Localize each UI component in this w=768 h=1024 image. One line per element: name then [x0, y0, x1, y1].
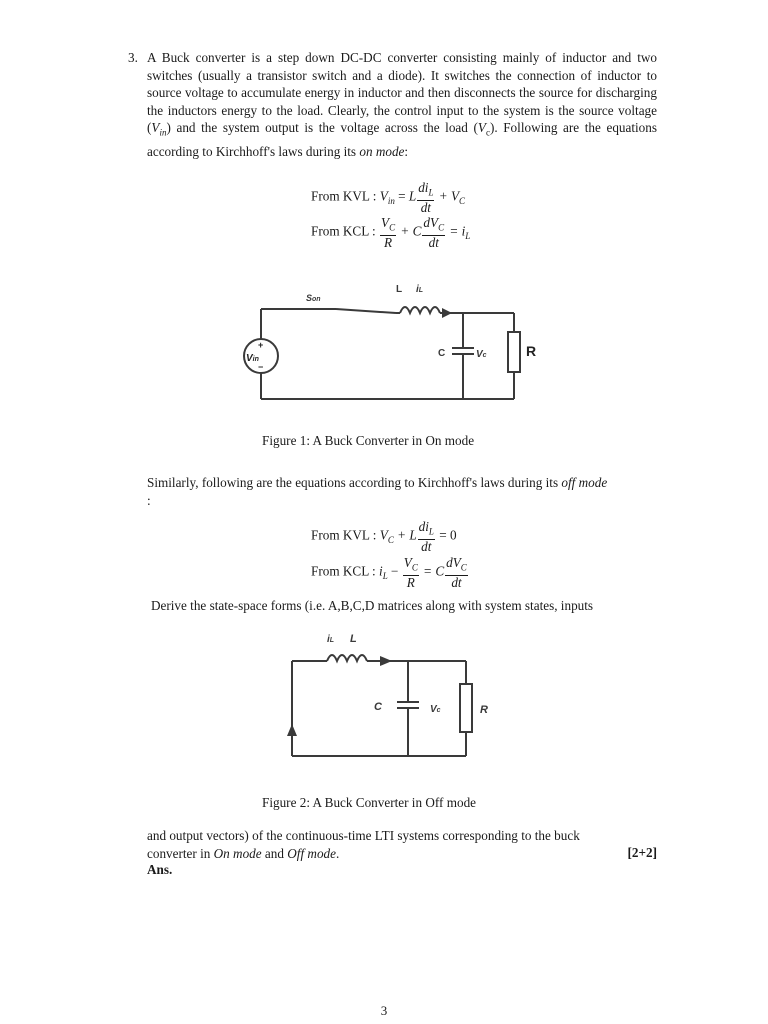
- question-intro: A Buck converter is a step down DC-DC converter consisting mainly of inductor and two switches (usually a transistor switch and a diode). It switches the connection of inductor to source voltage to accumulate energy in inductor and then disconnects the source for discharging the inductors energy to the load. Clearly, the control input to the system is the source voltage $(V_{in})$ and the system output is the voltage across the load $(V_c)$. Following are the equations according to Kirchhoff's laws during its on mode:: [147, 50, 658, 159]
- marks-label: [2+2]: [627, 845, 657, 860]
- current-label: iL: [416, 284, 424, 295]
- current-label: iL: [327, 634, 335, 645]
- current-arrow-icon: [380, 656, 392, 666]
- figure2-circuit: [280, 628, 490, 763]
- inductor-label: L: [350, 633, 357, 645]
- closing-paragraph: and output vectors) of the continuous-time LTI systems corresponding to the buck converter in On mode and Off mode.: [147, 828, 580, 861]
- source-plus: +: [258, 340, 264, 350]
- current-arrow-icon: [442, 308, 452, 318]
- source-minus: −: [258, 362, 264, 372]
- off-mode-term: off mode: [561, 475, 608, 490]
- switch-label: Son: [306, 293, 321, 303]
- up-arrow-icon: [287, 724, 297, 736]
- on-kcl-equation: From KCL : $\frac{V_C}{R}$ + C $\frac{dV_C}{dt}$ = $i_L$: [311, 215, 471, 250]
- source-label: Vin: [246, 353, 259, 364]
- resistor-label: R: [480, 704, 488, 716]
- derive-instruction: Derive the state-space forms (i.e. A,B,C,D matrices along with system states, inputs: [151, 598, 594, 613]
- off-mode-intro: Similarly, following are the equations according to Kirchhoff's laws during its off mode :: [147, 475, 608, 508]
- inductor-label: L: [396, 284, 403, 295]
- resistor-label: R: [526, 343, 537, 359]
- capacitor-voltage-label: Vc: [476, 349, 487, 360]
- capacitor-label: C: [438, 348, 446, 359]
- figure1-caption: Figure 1: A Buck Converter in On mode: [262, 433, 475, 448]
- answer-label: Ans.: [147, 862, 173, 877]
- off-kcl-equation: From KCL : $i_L$ − $\frac{V_C}{R}$ = C $\frac{dV_C}{dt}$: [311, 555, 467, 590]
- figure2-caption: Figure 2: A Buck Converter in Off mode: [262, 795, 477, 810]
- page-number: 3: [380, 1003, 388, 1018]
- on-mode-term: on mode: [359, 143, 405, 159]
- capacitor-label: C: [374, 701, 382, 713]
- capacitor-voltage-label: Vc: [430, 704, 441, 715]
- off-kvl-equation: From KVL : $V_C + L$ $\frac{di_L}{dt}$ = 0: [311, 519, 457, 554]
- on-kvl-equation: From KVL : $V_{in} = L$ $\frac{di_L}{dt}$ + $V_C$: [311, 180, 466, 215]
- question-number: 3.: [128, 50, 138, 65]
- figure1-circuit: [228, 276, 548, 406]
